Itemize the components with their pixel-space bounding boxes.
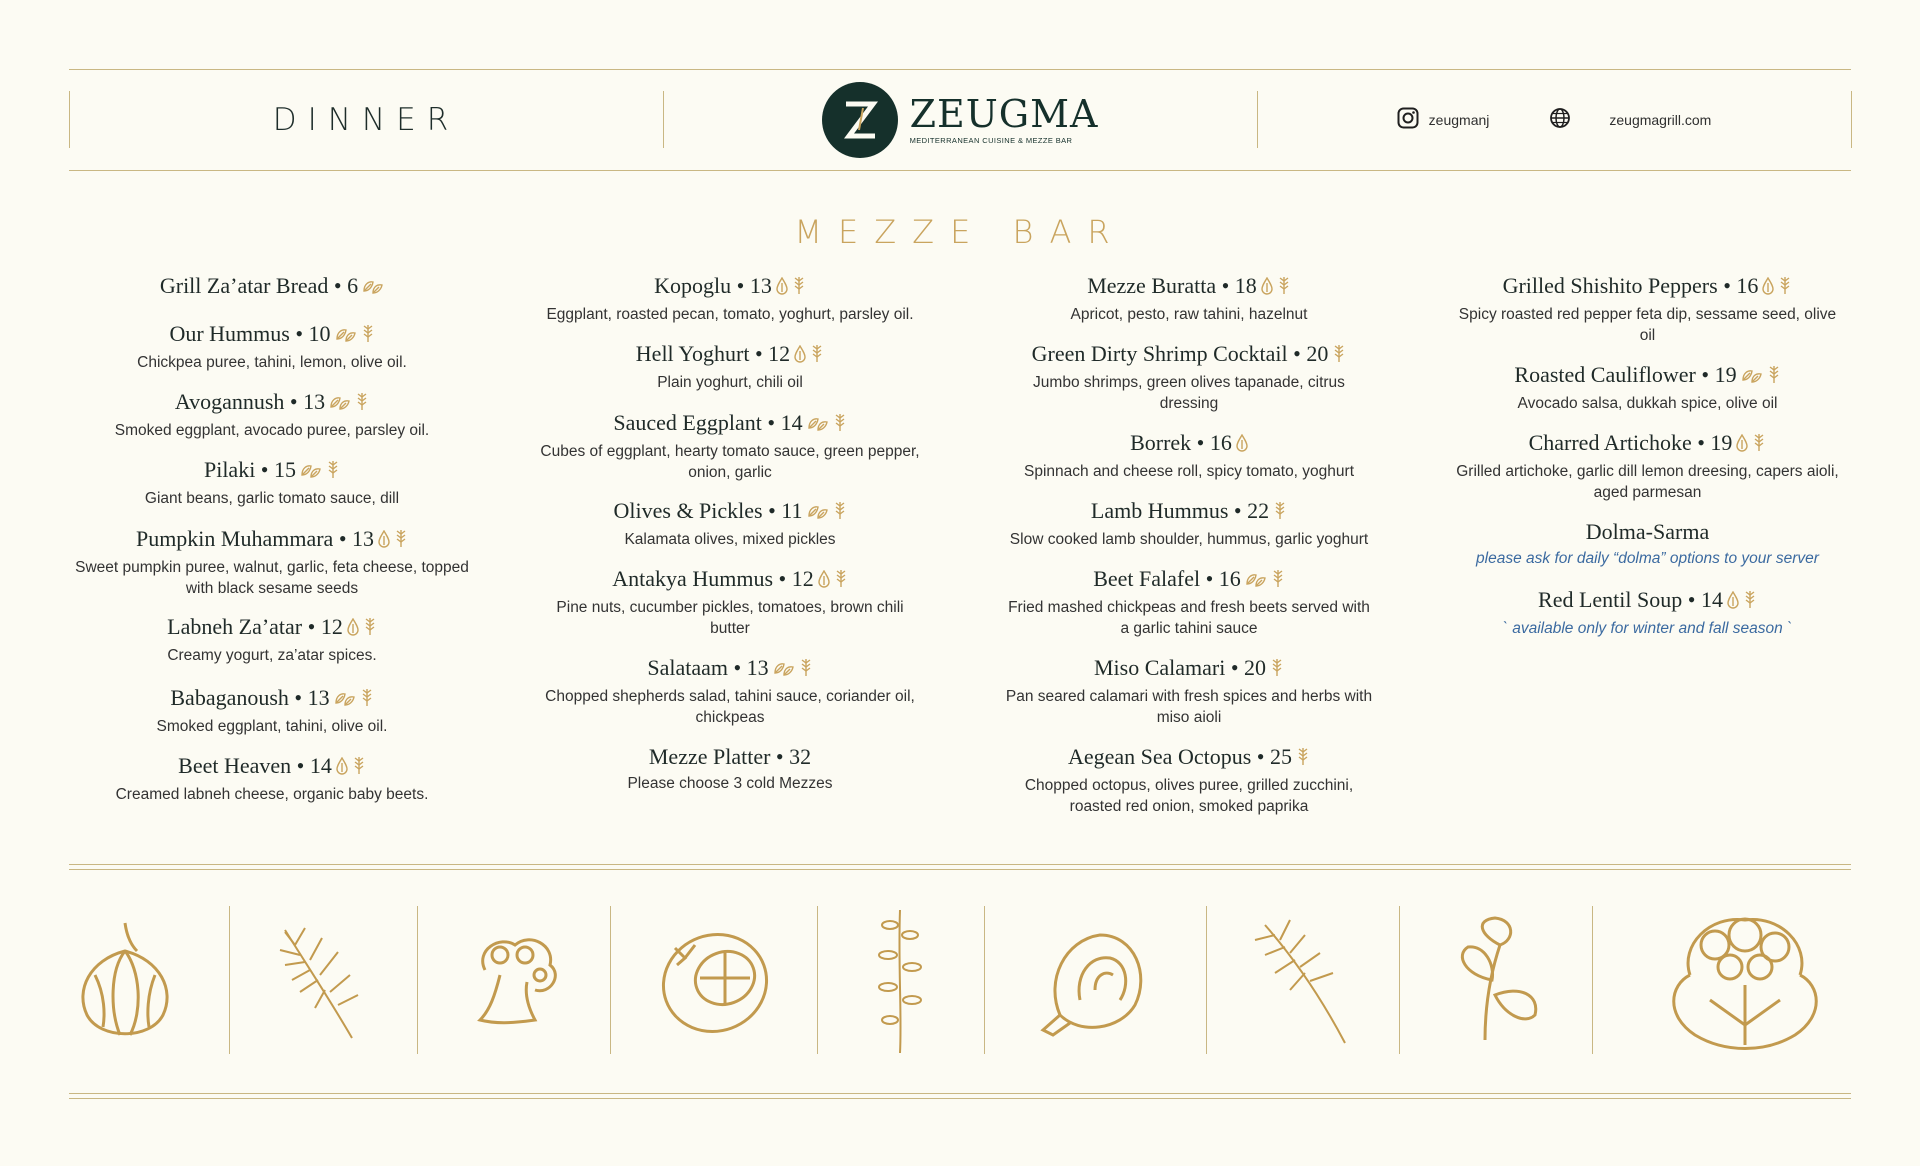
item-title: Beet Heaven • 14 (178, 753, 332, 778)
menu-item (985, 270, 1393, 325)
wheat-icon (355, 388, 369, 420)
item-title: Avogannush • 13 (174, 389, 326, 414)
header-title-cell (69, 69, 663, 170)
item-description: Avocado salsa, dukkah spice, olive oil (1517, 394, 1778, 412)
wheat-icon (1271, 565, 1285, 597)
wheat-icon (352, 752, 366, 784)
menu-item (520, 495, 940, 550)
header-bottom-rule (69, 170, 1851, 171)
globe-icon (1549, 107, 1571, 132)
leaf-icon (773, 654, 795, 686)
header-logo-cell (663, 69, 1257, 170)
illustration-divider (817, 906, 818, 1054)
wheat-icon (1752, 429, 1766, 461)
wheat-icon (1273, 497, 1287, 529)
item-title: Olives & Pickles • 11 (613, 498, 803, 523)
footer-bottom-rule-1 (69, 1093, 1851, 1094)
menu-item (985, 741, 1393, 817)
item-description: Smoked eggplant, tahini, olive oil. (156, 717, 388, 735)
tomato-illustration (650, 905, 780, 1055)
header-social-cell (1257, 69, 1851, 170)
menu-item (520, 270, 940, 325)
leaf-icon (807, 409, 829, 441)
item-description: Creamy yogurt, za’atar spices. (167, 646, 377, 664)
wheat-icon (1778, 272, 1792, 304)
thyme-illustration (850, 905, 950, 1055)
wheat-icon (1332, 340, 1346, 372)
item-description: Chickpea puree, tahini, lemon, olive oil. (137, 353, 407, 371)
item-description: Giant beans, garlic tomato sauce, dill (144, 489, 400, 507)
drop-icon (1236, 429, 1248, 461)
drop-icon (336, 752, 348, 784)
brand-name: ZEUGMA (909, 92, 1099, 136)
item-description: Chopped octopus, olives puree, grilled zucchini, roasted red onion, smoked paprika (1024, 776, 1354, 815)
menu-header (69, 69, 1851, 170)
menu-item (75, 611, 469, 666)
item-title: Green Dirty Shrimp Cocktail • 20 (1031, 341, 1329, 366)
item-description: Fried mashed chickpeas and fresh beets served with a garlic tahini sauce (1008, 598, 1370, 637)
item-title: Pumpkin Muhammara • 13 (135, 526, 375, 551)
cauliflower-illustration (1640, 905, 1850, 1055)
menu-item (520, 338, 940, 393)
drop-icon (378, 525, 390, 557)
leaf-icon (329, 388, 351, 420)
wheat-icon (834, 565, 848, 597)
wheat-icon (833, 497, 847, 529)
leaf-icon (300, 456, 322, 488)
item-description: Please choose 3 cold Mezzes (627, 775, 833, 792)
menu-item (75, 270, 469, 304)
item-description: Pan seared calamari with fresh spices and herbs with miso aioli (1005, 687, 1373, 726)
drop-icon (818, 565, 830, 597)
wheat-icon (1270, 654, 1284, 686)
instagram-handle-link[interactable]: zeugmanj (1428, 111, 1490, 128)
header-divider (1851, 91, 1852, 148)
item-title: Sauced Eggplant • 14 (613, 410, 803, 435)
broccoli-illustration (455, 905, 575, 1055)
logo-z-mark (822, 82, 898, 158)
illustration-divider (417, 906, 418, 1054)
drop-icon (776, 272, 788, 304)
wheat-icon (394, 525, 408, 557)
leaf-icon (807, 497, 829, 529)
item-description: Grilled artichoke, garlic dill lemon dreesing, capers aioli, aged parmesan (1456, 462, 1839, 501)
menu-item (1445, 427, 1850, 503)
wheat-icon (326, 456, 340, 488)
item-title: Aegean Sea Octopus • 25 (1068, 744, 1292, 769)
menu-item (75, 386, 469, 441)
item-description: Cubes of eggplant, hearty tomato sauce, green pepper, onion, garlic (540, 442, 920, 481)
item-description: Plain yoghurt, chili oil (657, 373, 803, 391)
rosemary-illustration (1240, 905, 1360, 1055)
wheat-icon (833, 409, 847, 441)
menu-item (75, 318, 469, 373)
leaf-icon (362, 272, 384, 304)
menu-item (520, 652, 940, 728)
drop-icon (347, 613, 359, 645)
item-description: Kalamata olives, mixed pickles (624, 530, 836, 548)
item-description: Jumbo shrimps, green olives tapanade, citrus dressing (1033, 373, 1345, 412)
menu-item (985, 338, 1393, 414)
item-title: Mezze Platter • 32 (648, 744, 812, 769)
menu-item (75, 523, 469, 599)
menu-item (985, 563, 1393, 639)
item-title: Salataam • 13 (647, 655, 769, 680)
item-title: Labneh Za’atar • 12 (167, 614, 343, 639)
brand-logo[interactable] (822, 82, 1099, 158)
menu-item (75, 682, 469, 737)
item-title: Hell Yoghurt • 12 (635, 341, 791, 366)
wheat-icon (363, 613, 377, 645)
drop-icon (1762, 272, 1774, 304)
garlic-illustration (60, 905, 190, 1055)
illustration-divider (229, 906, 230, 1054)
leaf-icon (1245, 565, 1267, 597)
item-description: Smoked eggplant, avocado puree, parsley oil. (114, 421, 430, 439)
wheat-icon (361, 320, 375, 352)
wheat-icon (810, 340, 824, 372)
item-title: Charred Artichoke • 19 (1528, 430, 1733, 455)
item-description: Chopped shepherds salad, tahini sauce, coriander oil, chickpeas (545, 687, 915, 726)
artichoke-illustration (1030, 905, 1160, 1055)
menu-item (985, 495, 1393, 550)
footer-top-rule-2 (69, 869, 1851, 870)
website-link[interactable]: zeugmagrill.com (1609, 111, 1712, 128)
item-title: Kopoglu • 13 (654, 273, 772, 298)
leaf-icon (334, 684, 356, 716)
item-description: Pine nuts, cucumber pickles, tomatoes, brown chili butter (556, 598, 904, 637)
illustration-divider (1399, 906, 1400, 1054)
dill-illustration (260, 905, 380, 1055)
illustration-divider (1206, 906, 1207, 1054)
item-title: Pilaki • 15 (203, 457, 297, 482)
item-title: Babaganoush • 13 (170, 685, 330, 710)
item-title: Miso Calamari • 20 (1093, 655, 1267, 680)
menu-item (520, 563, 940, 639)
item-title: Red Lentil Soup • 14 (1538, 587, 1723, 612)
menu-item (520, 741, 940, 794)
drop-icon (794, 340, 806, 372)
item-description: Creamed labneh cheese, organic baby beets. (115, 785, 429, 803)
item-title: Our Hummus • 10 (169, 321, 331, 346)
wheat-icon (1277, 272, 1291, 304)
wheat-icon (1296, 743, 1310, 775)
section-title: MEZZE BAR (794, 213, 1126, 251)
item-title: Borrek • 16 (1130, 430, 1232, 455)
wheat-icon (799, 654, 813, 686)
menu-item (1445, 584, 1850, 639)
drop-icon (1736, 429, 1748, 461)
wheat-icon (360, 684, 374, 716)
illustration-divider (984, 906, 985, 1054)
illustration-divider (1592, 906, 1593, 1054)
illustration-divider (610, 906, 611, 1054)
item-description: Slow cooked lamb shoulder, hummus, garlic yoghurt (1009, 530, 1369, 548)
item-description: Sweet pumpkin puree, walnut, garlic, feta cheese, topped with black sesame seeds (75, 558, 469, 597)
item-description: Apricot, pesto, raw tahini, hazelnut (1070, 305, 1308, 323)
menu-item (75, 750, 469, 805)
menu-item (1445, 270, 1850, 346)
item-description: Eggplant, roasted pecan, tomato, yoghurt, parsley oil. (546, 305, 914, 323)
item-note: please ask for daily “dolma” options to your server (1476, 550, 1819, 567)
wheat-icon (1767, 361, 1781, 393)
item-title: Grilled Shishito Peppers • 16 (1502, 273, 1759, 298)
item-title: Dolma-Sarma (1585, 519, 1710, 544)
item-title: Beet Falafel • 16 (1093, 566, 1241, 591)
menu-item (985, 427, 1393, 482)
item-title: Mezze Buratta • 18 (1087, 273, 1257, 298)
menu-item (985, 652, 1393, 728)
item-description: Spinnach and cheese roll, spicy tomato, yoghurt (1024, 462, 1354, 480)
footer-bottom-rule-2 (69, 1098, 1851, 1099)
menu-item (1445, 359, 1850, 414)
leaf-icon (335, 320, 357, 352)
leaf-icon (1741, 361, 1763, 393)
menu-item (520, 407, 940, 483)
menu-item (75, 454, 469, 509)
item-title: Roasted Cauliflower • 19 (1514, 362, 1737, 387)
drop-icon (1727, 586, 1739, 618)
item-title: Lamb Hummus • 22 (1090, 498, 1270, 523)
instagram-icon (1397, 107, 1419, 132)
brand-tagline: MEDITERRANEAN CUISINE & MEZZE BAR (909, 136, 1073, 145)
basil-illustration (1430, 905, 1560, 1055)
footer-top-rule-1 (69, 864, 1851, 865)
item-note: ` available only for winter and fall season ` (1502, 619, 1793, 637)
item-title: Grill Za’atar Bread • 6 (159, 273, 359, 298)
item-title: Antakya Hummus • 12 (612, 566, 814, 591)
item-description: Spicy roasted red pepper feta dip, sessame seed, olive oil (1458, 305, 1837, 344)
page-title: DINNER (272, 101, 460, 138)
menu-item (1445, 516, 1850, 569)
wheat-icon (1743, 586, 1757, 618)
wheat-icon (792, 272, 806, 304)
drop-icon (1261, 272, 1273, 304)
